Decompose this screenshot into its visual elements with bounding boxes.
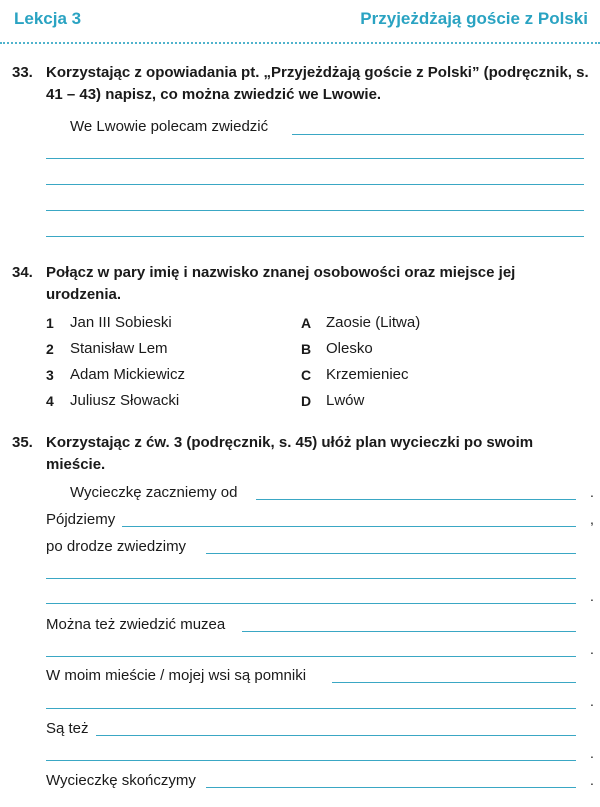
person-name: Stanisław Lem — [70, 340, 168, 357]
plan-prompt: Można też zwiedzić muzea — [46, 616, 226, 633]
exercise-number: 35. — [12, 434, 33, 451]
answer-line[interactable] — [46, 158, 584, 159]
place-label: D — [301, 393, 312, 409]
sentence-period: . — [590, 745, 594, 761]
answer-line[interactable] — [46, 184, 584, 185]
answer-line[interactable] — [122, 526, 576, 527]
lesson-topic: Przyjeżdżają goście z Polski — [360, 9, 588, 28]
exercise-instruction: Połącz w pary imię i nazwisko znanej osobowości oraz miejsce jej urodzenia. — [46, 264, 516, 303]
person-number: 3 — [46, 367, 54, 383]
answer-line[interactable] — [46, 603, 576, 604]
exercise-instruction: Korzystając z opowiadania pt. „Przyjeżdżają goście z Polski” (podręcznik, s. 41 – 43) napisz, co można zwiedzić we Lwowie. — [46, 64, 589, 103]
exercise-number: 33. — [12, 64, 33, 81]
plan-prompt: Są też — [46, 720, 89, 737]
person-name: Juliusz Słowacki — [70, 392, 180, 409]
person-number: 1 — [46, 315, 54, 331]
answer-line[interactable] — [292, 134, 584, 135]
header-divider — [0, 42, 600, 44]
answer-line[interactable] — [206, 787, 576, 788]
answer-line[interactable] — [242, 631, 576, 632]
answer-line[interactable] — [46, 656, 576, 657]
exercise-number: 34. — [12, 264, 33, 281]
place-label: B — [301, 341, 312, 357]
answer-line[interactable] — [206, 553, 576, 554]
answer-line[interactable] — [332, 682, 576, 683]
person-number: 4 — [46, 393, 54, 409]
person-name: Adam Mickiewicz — [70, 366, 186, 383]
lesson-label: Lekcja 3 — [14, 9, 82, 28]
plan-prompt: Wycieczkę skończymy — [46, 772, 196, 789]
place-name: Lwów — [326, 392, 365, 409]
place-label: A — [301, 315, 312, 331]
sentence-period: . — [590, 588, 594, 604]
exercise-instruction: Korzystając z ćw. 3 (podręcznik, s. 45) ułóż plan wycieczki po swoim mieście. — [46, 434, 534, 473]
person-name: Jan III Sobieski — [70, 314, 172, 331]
place-name: Krzemieniec — [326, 366, 409, 383]
answer-line[interactable] — [46, 708, 576, 709]
sentence-period: . — [590, 484, 594, 500]
answer-line[interactable] — [46, 760, 576, 761]
sentence-period: . — [590, 772, 594, 788]
sentence-period: . — [590, 693, 594, 709]
answer-line[interactable] — [96, 735, 576, 736]
place-name: Olesko — [326, 340, 373, 357]
plan-prompt: W moim mieście / mojej wsi są pomniki — [46, 667, 307, 684]
person-number: 2 — [46, 341, 54, 357]
answer-line[interactable] — [46, 578, 576, 579]
answer-line[interactable] — [256, 499, 576, 500]
plan-prompt: po drodze zwiedzimy — [46, 538, 187, 555]
page-header — [0, 0, 600, 44]
plan-prompt: Pójdziemy — [46, 511, 116, 528]
sentence-period: . — [590, 641, 594, 657]
answer-line[interactable] — [46, 210, 584, 211]
answer-prompt: We Lwowie polecam zwiedzić — [70, 118, 269, 135]
place-label: C — [301, 367, 312, 383]
answer-line[interactable] — [46, 236, 584, 237]
sentence-comma: , — [590, 511, 594, 527]
plan-prompt: Wycieczkę zaczniemy od — [70, 484, 238, 501]
place-name: Zaosie (Litwa) — [326, 314, 421, 331]
